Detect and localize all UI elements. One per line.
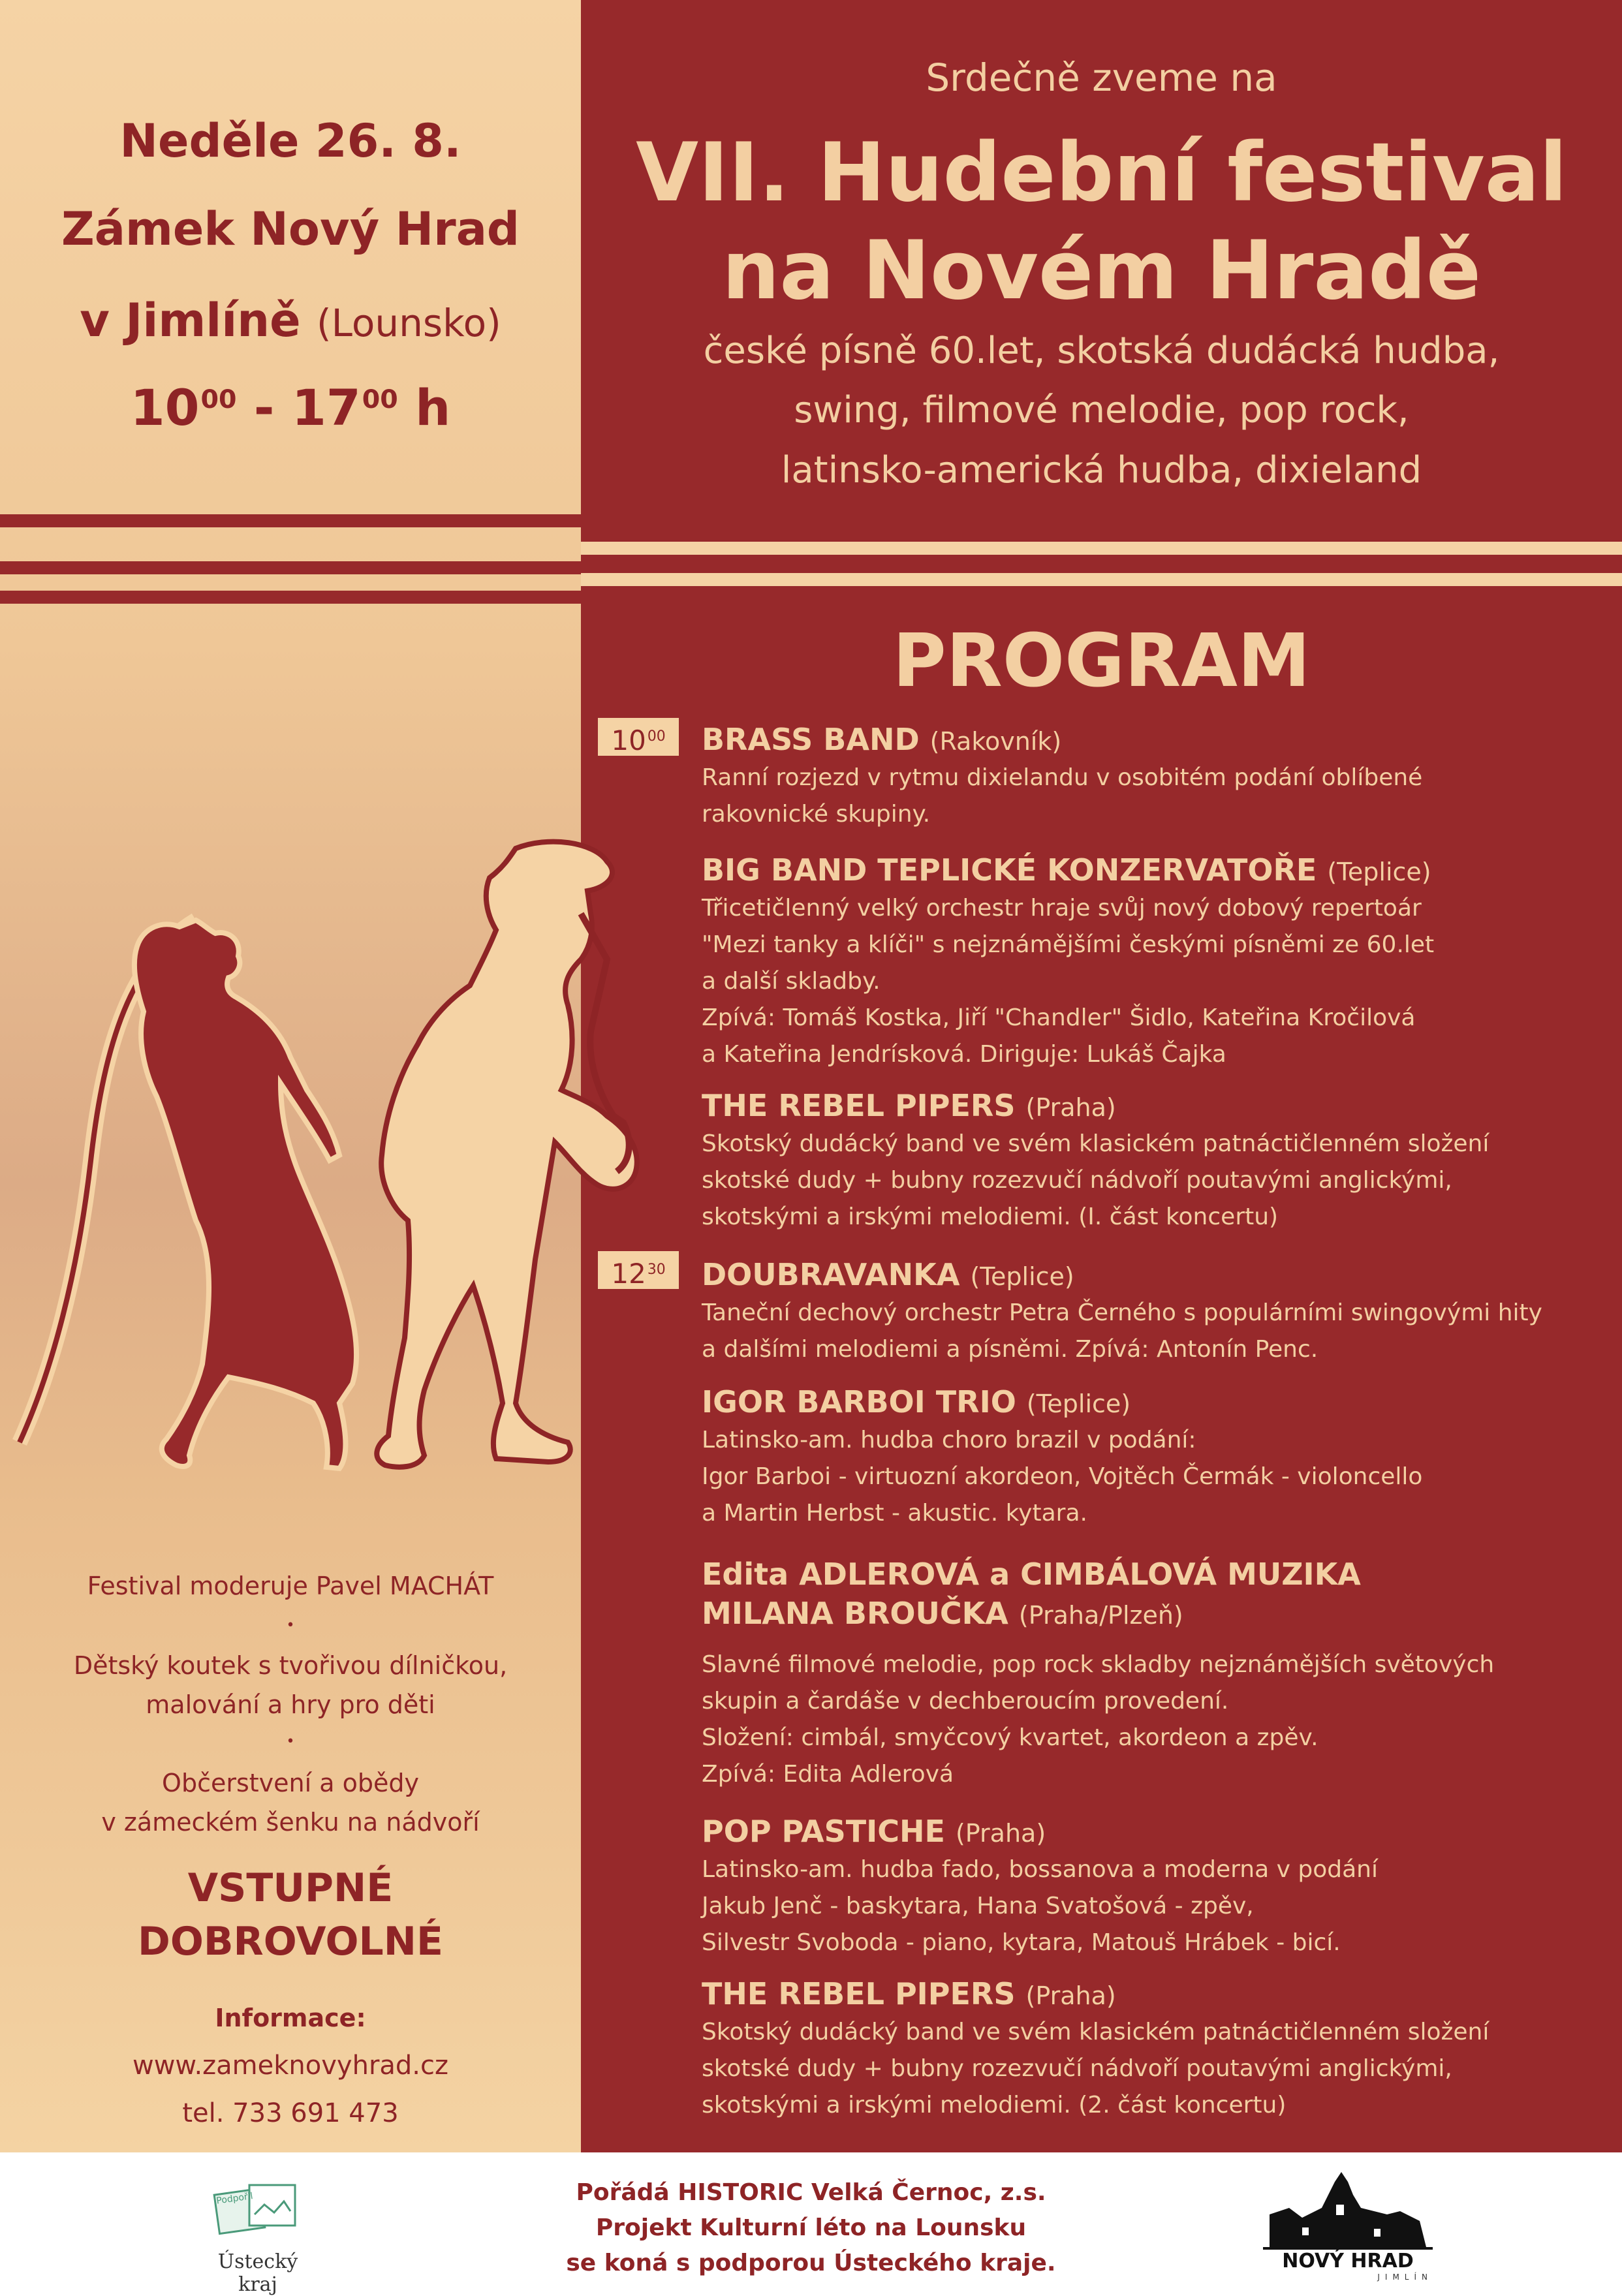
event-place — [0, 294, 581, 347]
act-desc: Latinsko-am. hudba choro brazil v podání: — [702, 1427, 1196, 1453]
act-title: BRASS BAND (Rakovník) — [702, 722, 1062, 757]
program-act — [702, 1256, 1615, 1368]
organizer-line: se koná s podporou Ústeckého kraje. — [566, 2250, 1056, 2276]
saxophonist-man — [377, 842, 636, 1467]
entry-fee-line2: DOBROVOLNÉ — [138, 1919, 443, 1964]
food-line2: v zámeckém šenku na nádvoří — [101, 1808, 480, 1837]
time-badge: $12^{30}$ — [598, 1251, 679, 1289]
organizer-line: Pořádá HISTORIC Velká Černoc, z.s. — [576, 2179, 1046, 2206]
castle-icon — [1263, 2169, 1433, 2247]
program-act — [702, 1556, 1615, 1793]
act-desc: skotské dudy + bubny rozezvučí nádvoří poutavými anglickými, — [702, 2055, 1452, 2082]
act-desc: a Kateřina Jendrísková. Diriguje: Lukáš Čajka — [702, 1041, 1226, 1068]
act-desc: Taneční dechový orchestr Petra Černého s populárními swingovými hity — [702, 1299, 1542, 1326]
festival-title-line2: na Novém Hradě — [722, 224, 1481, 318]
program-act — [702, 1087, 1615, 1235]
program-act — [702, 1384, 1615, 1532]
event-time — [0, 379, 581, 437]
act-desc: Zpívá: Edita Adlerová — [702, 1761, 954, 1788]
kids-corner-line2: malování a hry pro děti — [146, 1690, 435, 1719]
stripe — [581, 573, 1622, 586]
act-desc: a dalšími melodiemi a písněmi. Zpívá: Antonín Penc. — [702, 1336, 1318, 1363]
act-desc: Skotský dudácký band ve svém klasickém patnáctičlenném složení — [702, 2019, 1489, 2045]
ustecky-kraj-logo — [209, 2179, 307, 2296]
program-act — [702, 1976, 1615, 2124]
program-act — [702, 1813, 1615, 1961]
stamp-text: Podpořil — [215, 2191, 254, 2207]
event-day: Neděle 26. 8. — [119, 114, 461, 168]
entry-fee-line1: VSTUPNÉ — [187, 1865, 394, 1911]
act-title-line1: Edita ADLEROVÁ a CIMBÁLOVÁ MUZIKA — [702, 1557, 1361, 1592]
act-title: THE REBEL PIPERS (Praha) — [702, 1088, 1116, 1123]
organizer-line: Projekt Kulturní léto na Lounsku — [595, 2214, 1027, 2241]
program-act — [702, 852, 1615, 1073]
festival-title-line1: VII. Hudební festival — [636, 126, 1567, 220]
act-desc: Ranní rozjezd v rytmu dixielandu v osobitém podání oblíbené — [702, 764, 1423, 791]
act-desc: Třicetičlenný velký orchestr hraje svůj nový dobový repertoár — [702, 895, 1422, 922]
act-title-line2: MILANA BROUČKA (Praha/Plzeň) — [702, 1596, 1183, 1631]
footer — [0, 2152, 1622, 2296]
act-desc: Zpívá: Tomáš Kostka, Jiří "Chandler" Šidlo, Kateřina Kročilová — [702, 1004, 1416, 1031]
event-place-name: v Jimlíně — [80, 294, 301, 347]
event-region: (Lounsko) — [316, 301, 501, 345]
moderator-text: Festival moderuje Pavel MACHÁT — [87, 1572, 494, 1600]
act-desc: Latinsko-am. hudba fado, bossanova a moderna v podání — [702, 1856, 1378, 1883]
bullet: • — [286, 1733, 295, 1750]
stripe — [0, 514, 1622, 527]
genres-line: swing, filmové melodie, pop rock, — [794, 389, 1409, 431]
kids-corner-line1: Dětský koutek s tvořivou dílničkou, — [73, 1651, 508, 1680]
start-min: 00 — [200, 384, 237, 415]
novy-hrad-sub: JIMLÍN — [1377, 2273, 1433, 2282]
time-badge: $10^{00}$ — [598, 718, 679, 756]
stripe — [581, 542, 1622, 555]
act-desc: a Martin Herbst - akustic. kytara. — [702, 1500, 1087, 1527]
event-venue: Zámek Nový Hrad — [61, 202, 520, 256]
end-min: 00 — [362, 384, 398, 415]
act-title: BIG BAND TEPLICKÉ KONZERVATOŘE (Teplice) — [702, 852, 1431, 888]
ustecky-kraj-logo-icon — [209, 2179, 307, 2244]
act-title: POP PASTICHE (Praha) — [702, 1814, 1046, 1849]
bullet: • — [286, 1617, 295, 1634]
genres-line: latinsko-americká hudba, dixieland — [781, 449, 1422, 491]
act-title: THE REBEL PIPERS (Praha) — [702, 1976, 1116, 2011]
time-dash: - — [236, 379, 292, 437]
act-desc: Igor Barboi - virtuozní akordeon, Vojtěch Čermák - violoncello — [702, 1463, 1423, 1490]
act-desc: skupin a čardáše v dechberoucím provedení. — [702, 1688, 1229, 1714]
novy-hrad-logo — [1263, 2169, 1433, 2282]
act-title: DOUBRAVANKA (Teplice) — [702, 1257, 1074, 1292]
act-desc: Jakub Jenč - baskytara, Hana Svatošová - zpěv, — [702, 1893, 1254, 1919]
program-act — [702, 721, 1615, 833]
dancers-silhouette-illustration — [0, 816, 692, 1495]
invite-text: Srdečně zveme na — [926, 55, 1277, 100]
act-desc: a další skladby. — [702, 968, 881, 995]
phone-number: tel. 733 691 473 — [182, 2098, 399, 2128]
food-line1: Občerstvení a obědy — [162, 1769, 419, 1797]
stripe — [0, 591, 1622, 604]
act-desc: "Mezi tanky a klíči" s nejznámějšími českými písněmi ze 60.let — [702, 931, 1435, 958]
genres-line: české písně 60.let, skotská dudácká hudba, — [703, 330, 1500, 372]
stripe — [0, 561, 1622, 574]
program-heading: PROGRAM — [892, 619, 1311, 704]
website-link[interactable]: www.zameknovyhrad.cz — [132, 2051, 448, 2081]
act-title: IGOR BARBOI TRIO (Teplice) — [702, 1384, 1131, 1419]
act-desc: Složení: cimbál, smyčcový kvartet, akordeon a zpěv. — [702, 1724, 1318, 1751]
start-hour: 10 — [130, 379, 200, 437]
act-desc: skotskými a irskými melodiemi. (2. část koncertu) — [702, 2092, 1287, 2118]
time-suffix: h — [415, 379, 451, 437]
act-desc: rakovnické skupiny. — [702, 801, 931, 828]
ustecky-kraj-label: Ústecký kraj — [217, 2250, 298, 2296]
organizer-text — [457, 2175, 1165, 2281]
act-desc: skotské dudy + bubny rozezvučí nádvoří poutavými anglickými, — [702, 1167, 1452, 1194]
singer-woman — [134, 920, 356, 1468]
info-label: Informace: — [215, 2004, 366, 2032]
act-desc: Silvestr Svoboda - piano, kytara, Matouš Hrábek - bicí. — [702, 1929, 1341, 1956]
act-desc: skotskými a irskými melodiemi. (I. část koncertu) — [702, 1203, 1279, 1230]
novy-hrad-label: NOVÝ HRAD — [1263, 2247, 1433, 2273]
end-hour: 17 — [291, 379, 361, 437]
act-desc: Slavné filmové melodie, pop rock skladby nejznámějších světových — [702, 1651, 1495, 1678]
act-desc: Skotský dudácký band ve svém klasickém patnáctičlenném složení — [702, 1130, 1489, 1157]
